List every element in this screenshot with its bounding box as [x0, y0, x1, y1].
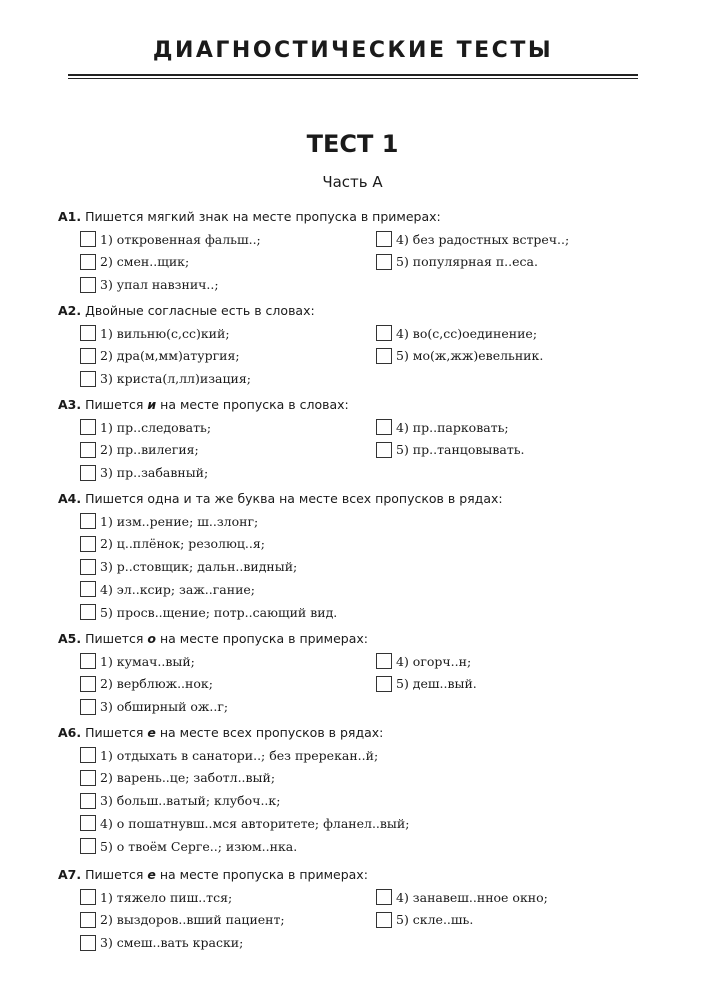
answer-option[interactable] [80, 533, 265, 555]
question-keyword: о [147, 631, 157, 646]
answer-option[interactable] [80, 812, 409, 834]
answer-option[interactable] [80, 886, 232, 908]
answer-checkbox[interactable] [80, 559, 96, 575]
answer-checkbox[interactable] [80, 653, 96, 669]
answer-checkbox[interactable] [80, 838, 96, 854]
answer-option-label: 1) откровенная фальш..; [100, 231, 261, 247]
answer-checkbox[interactable] [80, 371, 96, 387]
answer-option-label: 5) популярная п..еса. [396, 254, 538, 270]
answer-option[interactable] [376, 416, 509, 438]
question-prompt [58, 490, 658, 510]
question-block [58, 630, 658, 715]
answer-option[interactable] [80, 462, 208, 484]
answer-checkbox[interactable] [376, 254, 392, 270]
answer-checkbox[interactable] [376, 419, 392, 435]
question-prompt [58, 866, 658, 886]
answer-checkbox[interactable] [376, 231, 392, 247]
answer-checkbox[interactable] [80, 465, 96, 481]
answer-option-label: 2) смен..щик; [100, 254, 190, 270]
answer-checkbox[interactable] [376, 676, 392, 692]
answer-checkbox[interactable] [376, 348, 392, 364]
answer-option-label: 3) обширный ож..г; [100, 699, 229, 715]
answer-option-label: 4) во(с,сс)оединение; [396, 325, 538, 341]
answer-option[interactable] [80, 650, 195, 672]
question-text: Пишется [85, 725, 148, 740]
answer-option[interactable] [80, 932, 243, 954]
answer-option-label: 1) кумач..вый; [100, 653, 195, 669]
answer-option-label: 2) верблюж..нок; [100, 676, 213, 692]
answer-option[interactable] [376, 251, 538, 273]
answer-checkbox[interactable] [80, 536, 96, 552]
answer-option-label: 1) вильню(с,сс)кий; [100, 325, 230, 341]
question-number: А7. [58, 867, 82, 882]
answer-option[interactable] [80, 510, 258, 532]
answer-option-label: 5) о твоём Серге..; изюм..нка. [100, 838, 298, 854]
answer-checkbox[interactable] [376, 442, 392, 458]
question-block [58, 396, 658, 481]
question-number: А5. [58, 631, 82, 646]
answer-option[interactable] [376, 228, 569, 250]
question-text-end: на месте пропуска в примерах: [156, 631, 369, 646]
answer-checkbox[interactable] [376, 912, 392, 928]
answer-option[interactable] [80, 790, 280, 812]
answer-option[interactable] [80, 744, 378, 766]
question-text: Двойные согласные есть в словах: [85, 303, 315, 318]
answer-option[interactable] [80, 416, 211, 438]
answer-option-label: 4) огорч..н; [396, 653, 472, 669]
question-number: А4. [58, 491, 82, 506]
answer-option[interactable] [80, 556, 297, 578]
answer-option[interactable] [80, 228, 261, 250]
answer-option-label: 3) р..стовщик; дальн..видный; [100, 559, 298, 575]
answer-option[interactable] [80, 368, 251, 390]
answer-option-label: 4) без радостных встреч..; [396, 231, 570, 247]
answer-checkbox[interactable] [80, 254, 96, 270]
answer-checkbox[interactable] [80, 348, 96, 364]
answer-option[interactable] [376, 909, 473, 931]
answer-option-label: 2) дра(м,мм)атургия; [100, 348, 240, 364]
answer-option-label: 1) тяжело пиш..тся; [100, 889, 233, 905]
question-text: Пишется [85, 631, 148, 646]
question-text-end: на месте пропуска в словах: [156, 397, 349, 412]
answer-option[interactable] [80, 251, 189, 273]
answer-checkbox[interactable] [80, 935, 96, 951]
question-keyword: е [147, 867, 156, 882]
question-block [58, 208, 658, 293]
answer-checkbox[interactable] [80, 699, 96, 715]
answer-checkbox[interactable] [376, 653, 392, 669]
answer-option-label: 5) просв..щение; потр..сающий вид. [100, 604, 338, 620]
answer-option[interactable] [80, 578, 255, 600]
answer-option-label: 3) упал навзнич..; [100, 277, 219, 293]
answer-option-label: 2) выздоров..вший пациент; [100, 912, 285, 928]
question-prompt [58, 208, 658, 228]
answer-option[interactable] [376, 322, 537, 344]
answer-checkbox[interactable] [80, 793, 96, 809]
answer-option[interactable] [80, 345, 240, 367]
answer-checkbox[interactable] [80, 581, 96, 597]
answer-checkbox[interactable] [80, 419, 96, 435]
answer-option-label: 3) пр..забавный; [100, 465, 209, 481]
answer-option-label: 4) эл..ксир; заж..гание; [100, 581, 256, 597]
answer-checkbox[interactable] [80, 231, 96, 247]
answer-option-label: 5) деш..вый. [396, 676, 477, 692]
answer-option-label: 3) смеш..вать краски; [100, 935, 244, 951]
answer-option[interactable] [80, 274, 219, 296]
question-prompt [58, 724, 658, 744]
answer-option[interactable] [80, 767, 275, 789]
answer-option[interactable] [376, 650, 471, 672]
question-text: Пишется [85, 397, 148, 412]
question-text-end: на месте всех пропусков в рядах: [155, 725, 384, 740]
answer-option-label: 1) отдыхать в санатори..; без пререкан..й; [100, 747, 379, 763]
answer-checkbox[interactable] [80, 676, 96, 692]
part-title: Часть А [322, 173, 383, 191]
header-rule [68, 74, 638, 79]
question-keyword: е [147, 725, 156, 740]
running-header: ДИАГНОСТИЧЕСКИЕ ТЕСТЫ [152, 38, 554, 63]
answer-checkbox[interactable] [80, 513, 96, 529]
answer-checkbox[interactable] [80, 889, 96, 905]
answer-option-label: 1) изм..рение; ш..злонг; [100, 513, 259, 529]
question-number: А3. [58, 397, 82, 412]
answer-option[interactable] [376, 673, 477, 695]
answer-checkbox[interactable] [80, 747, 96, 763]
answer-checkbox[interactable] [80, 277, 96, 293]
answer-option[interactable] [80, 835, 297, 857]
question-prompt [58, 630, 658, 650]
answer-option-label: 4) пр..парковать; [396, 419, 509, 435]
question-number: А6. [58, 725, 82, 740]
answer-option-label: 3) больш..ватый; клубоч..к; [100, 793, 281, 809]
answer-option[interactable] [80, 673, 213, 695]
answer-option[interactable] [80, 909, 285, 931]
answer-option[interactable] [376, 886, 548, 908]
answer-option-label: 5) пр..танцовывать. [396, 442, 525, 458]
answer-option-label: 5) мо(ж,жж)евельник. [396, 348, 544, 364]
answer-checkbox[interactable] [80, 325, 96, 341]
question-prompt [58, 302, 658, 322]
answer-option[interactable] [80, 439, 199, 461]
question-block [58, 724, 658, 854]
question-block [58, 490, 658, 620]
answer-option[interactable] [376, 345, 543, 367]
answer-option[interactable] [376, 439, 525, 461]
answer-option[interactable] [80, 322, 230, 344]
answer-option-label: 4) о пошатнувш..мся авторитете; фланел..вый; [100, 815, 410, 831]
answer-checkbox[interactable] [376, 325, 392, 341]
answer-checkbox[interactable] [80, 770, 96, 786]
answer-option-label: 3) криста(л,лл)изация; [100, 371, 251, 387]
question-text-end: на месте пропуска в примерах: [155, 867, 368, 882]
answer-checkbox[interactable] [80, 442, 96, 458]
question-text: Пишется одна и та же буква на месте всех пропусков в рядах: [85, 491, 503, 506]
question-text: Пишется мягкий знак на месте пропуска в примерах: [85, 209, 441, 224]
question-prompt [58, 396, 658, 416]
answer-option-label: 2) варень..це; заботл..вый; [100, 770, 276, 786]
answer-checkbox[interactable] [376, 889, 392, 905]
question-text: Пишется [85, 867, 148, 882]
answer-option-label: 1) пр..следовать; [100, 419, 212, 435]
answer-checkbox[interactable] [80, 912, 96, 928]
answer-option[interactable] [80, 601, 337, 623]
question-keyword: и [147, 397, 157, 412]
answer-option[interactable] [80, 696, 228, 718]
question-number: А1. [58, 209, 82, 224]
answer-option-label: 4) занавеш..нное окно; [396, 889, 548, 905]
test-title: ТЕСТ 1 [306, 130, 399, 158]
question-block [58, 302, 658, 387]
answer-option-label: 2) пр..вилегия; [100, 442, 199, 458]
answer-checkbox[interactable] [80, 815, 96, 831]
answer-checkbox[interactable] [80, 604, 96, 620]
question-block [58, 866, 658, 951]
question-number: А2. [58, 303, 82, 318]
answer-option-label: 2) ц..плёнок; резолюц..я; [100, 536, 265, 552]
answer-option-label: 5) скле..шь. [396, 912, 474, 928]
